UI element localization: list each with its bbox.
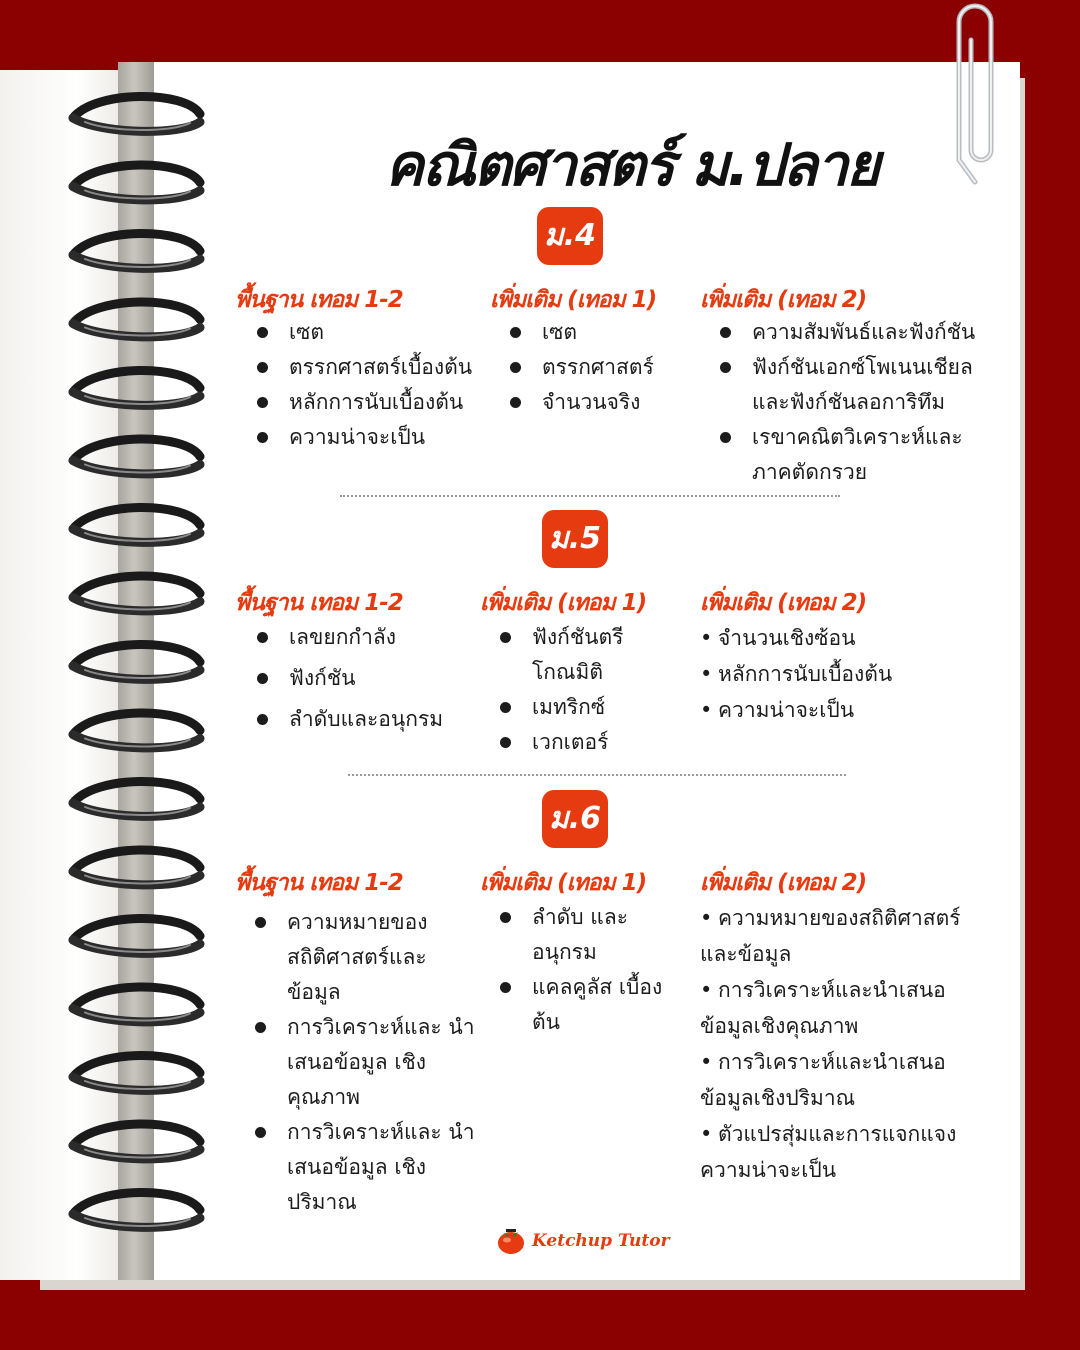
binding-ring: [73, 1055, 200, 1090]
m6-basic-header: พื้นฐาน เทอม 1-2: [235, 870, 403, 896]
binding-ring: [73, 987, 200, 1022]
list-item: • การวิเคราะห์และนำเสนอ ข้อมูลเชิงปริมาณ: [700, 1050, 946, 1110]
m5-ext2-header: เพิ่มเติม (เทอม 2): [700, 590, 867, 616]
binding-ring: [73, 781, 200, 816]
m5-ext1-header: เพิ่มเติม (เทอม 1): [480, 590, 647, 616]
m5-ext1-list: [500, 620, 670, 760]
list-item: จำนวนจริง: [510, 385, 690, 420]
m4-ext1-header: เพิ่มเติม (เทอม 1): [490, 287, 657, 313]
list-item: ความสัมพันธ์และฟังก์ชัน: [720, 315, 1010, 350]
list-item: • ความน่าจะเป็น: [700, 698, 855, 722]
binding-ring: [73, 1192, 200, 1227]
brand-logo: [496, 1226, 670, 1256]
tomato-logo-icon: [496, 1227, 526, 1255]
list-item: แคลคูลัส เบื้องต้น: [500, 970, 670, 1040]
binding-ring: [73, 370, 200, 405]
m4-basic-list: [257, 315, 497, 455]
list-item: • ความหมายของสถิติศาสตร์ และข้อมูล: [700, 906, 961, 966]
list-item: • หลักการนับเบื้องต้น: [700, 662, 893, 686]
grade-badge-m5: ม.5: [542, 510, 608, 568]
list-item: เลขยกกำลัง: [257, 620, 477, 655]
page-title: คณิตศาสตร์ ม.ปลาย: [385, 131, 879, 199]
list-item: ตรรกศาสตร์: [510, 350, 690, 385]
binding-ring: [73, 507, 200, 542]
m4-ext2-list: [720, 315, 1010, 490]
list-item: ลำดับและอนุกรม: [257, 702, 477, 737]
m5-ext2-list: [700, 620, 1000, 728]
binding-ring: [73, 439, 200, 474]
m6-ext2-list: [700, 900, 1000, 1188]
m5-basic-header: พื้นฐาน เทอม 1-2: [235, 590, 403, 616]
binding-ring: [73, 302, 200, 337]
list-item: ความน่าจะเป็น: [257, 420, 497, 455]
list-item: การวิเคราะห์และ นำเสนอข้อมูล เชิงคุณภาพ: [255, 1010, 480, 1115]
section-divider: [348, 774, 846, 776]
list-item: ตรรกศาสตร์เบื้องต้น: [257, 350, 497, 385]
list-item: เซต: [510, 315, 690, 350]
grade-badge-m4: ม.4: [537, 207, 603, 265]
m6-ext2-header: เพิ่มเติม (เทอม 2): [700, 870, 867, 896]
list-item: ฟังก์ชัน: [257, 661, 477, 696]
m6-ext1-header: เพิ่มเติม (เทอม 1): [480, 870, 647, 896]
binding-ring: [73, 165, 200, 200]
m6-ext1-list: [500, 900, 670, 1040]
m4-ext1-list: [510, 315, 690, 420]
list-item: ความหมายของ สถิติศาสตร์และข้อมูล: [255, 905, 480, 1010]
binding-ring: [73, 96, 200, 131]
binding-ring: [73, 850, 200, 885]
binding-ring: [73, 644, 200, 679]
binding-ring: [73, 713, 200, 748]
list-item: ฟังก์ชันเอกซ์โพเนนเชียล และฟังก์ชันลอการิทึม: [720, 350, 1010, 420]
list-item: • การวิเคราะห์และนำเสนอ ข้อมูลเชิงคุณภาพ: [700, 978, 946, 1038]
list-item: เวกเตอร์: [500, 725, 670, 760]
list-item: • ตัวแปรสุ่มและการแจกแจง ความน่าจะเป็น: [700, 1122, 957, 1182]
binding-ring: [73, 233, 200, 268]
m4-ext2-header: เพิ่มเติม (เทอม 2): [700, 287, 867, 313]
list-item: เรขาคณิตวิเคราะห์และ ภาคตัดกรวย: [720, 420, 1010, 490]
list-item: เซต: [257, 315, 497, 350]
binding-ring: [73, 918, 200, 953]
list-item: หลักการนับเบื้องต้น: [257, 385, 497, 420]
m5-basic-list: [257, 620, 477, 743]
list-item: ฟังก์ชันตรี โกณมิติ: [500, 620, 670, 690]
list-item: • จำนวนเชิงซ้อน: [700, 626, 856, 650]
grade-badge-m6: ม.6: [542, 790, 608, 848]
brand-name: Ketchup Tutor: [532, 1231, 670, 1251]
m4-basic-header: พื้นฐาน เทอม 1-2: [235, 287, 403, 313]
section-divider: [340, 495, 840, 497]
binding-ring: [73, 1124, 200, 1159]
binding-ring: [73, 576, 200, 611]
paperclip-icon: [945, 0, 1005, 185]
list-item: ลำดับ และอนุกรม: [500, 900, 670, 970]
list-item: เมทริกซ์: [500, 690, 670, 725]
spiral-binding-icon: [55, 90, 215, 1260]
list-item: การวิเคราะห์และ นำเสนอข้อมูล เชิงปริมาณ: [255, 1115, 480, 1220]
m6-basic-list: [255, 905, 480, 1220]
